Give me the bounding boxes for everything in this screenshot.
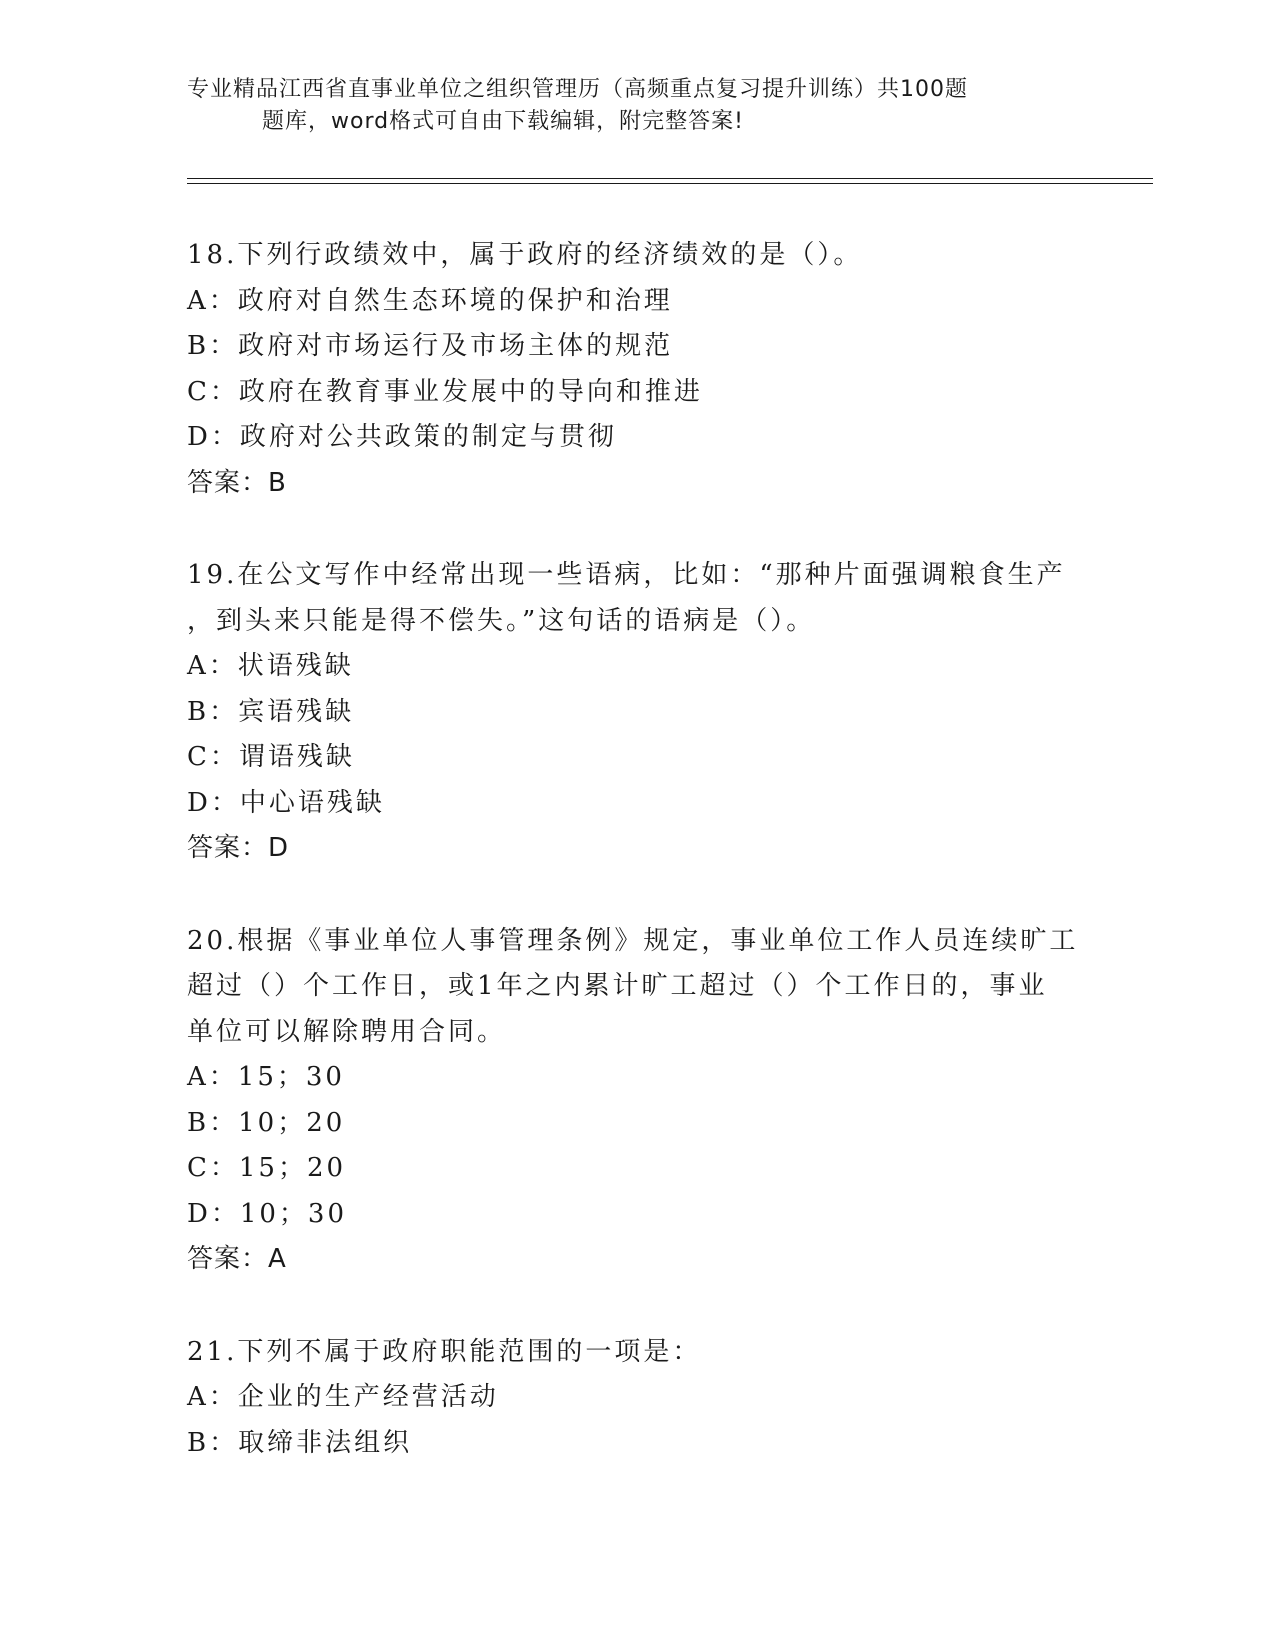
question-19	[187, 553, 1087, 872]
document-header	[187, 74, 1047, 138]
question-20	[187, 919, 1087, 1283]
option-b: B：10；20	[187, 1107, 346, 1138]
option-d: D：政府对公共政策的制定与贯彻	[187, 422, 617, 452]
question-text: 21.下列不属于政府职能范围的一项是：	[187, 1336, 702, 1367]
header-divider-bottom	[187, 183, 1153, 184]
option-c: C：谓语残缺	[187, 742, 355, 772]
option-a: A：企业的生产经营活动	[187, 1382, 499, 1412]
option-c: C：15；20	[187, 1153, 347, 1183]
option-a: A：政府对自然生态环境的保护和治理	[187, 285, 673, 316]
question-text-continued: 超过（）个工作日，或1年之内累计旷工超过（）个工作日的，事业	[187, 971, 1048, 1001]
question-21	[187, 1330, 1087, 1467]
question-text-continued: 单位可以解除聘用合同。	[187, 1016, 507, 1047]
answer-label: 答案：D	[187, 833, 290, 863]
question-text-continued: ，到头来只能是得不偿失。”这句话的语病是（）。	[187, 605, 816, 636]
option-c: C：政府在教育事业发展中的导向和推进	[187, 376, 703, 407]
option-b: B：宾语残缺	[187, 696, 355, 727]
answer-label: 答案：B	[187, 467, 287, 498]
option-d: D：10；30	[187, 1198, 348, 1229]
option-a: A：状语残缺	[187, 651, 354, 681]
question-list	[187, 233, 1087, 1513]
question-text: 19.在公文写作中经常出现一些语病，比如：“那种片面强调粮食生产	[187, 560, 1066, 590]
header-divider-top	[187, 178, 1153, 179]
question-18	[187, 233, 1087, 506]
option-b: B：取缔非法组织	[187, 1427, 413, 1458]
header-title-line-1: 专业精品江西省直事业单位之组织管理历（高频重点复习提升训练）共100题	[187, 77, 968, 102]
option-b: B：政府对市场运行及市场主体的规范	[187, 331, 674, 361]
question-text: 20.根据《事业单位人事管理条例》规定，事业单位工作人员连续旷工	[187, 925, 1079, 956]
question-text: 18.下列行政绩效中，属于政府的经济绩效的是（）。	[187, 240, 863, 270]
option-d: D：中心语残缺	[187, 787, 385, 818]
answer-label: 答案：A	[187, 1244, 287, 1274]
header-title-line-2: 题库，word格式可自由下载编辑，附完整答案!	[262, 109, 744, 134]
option-a: A：15；30	[187, 1062, 345, 1092]
